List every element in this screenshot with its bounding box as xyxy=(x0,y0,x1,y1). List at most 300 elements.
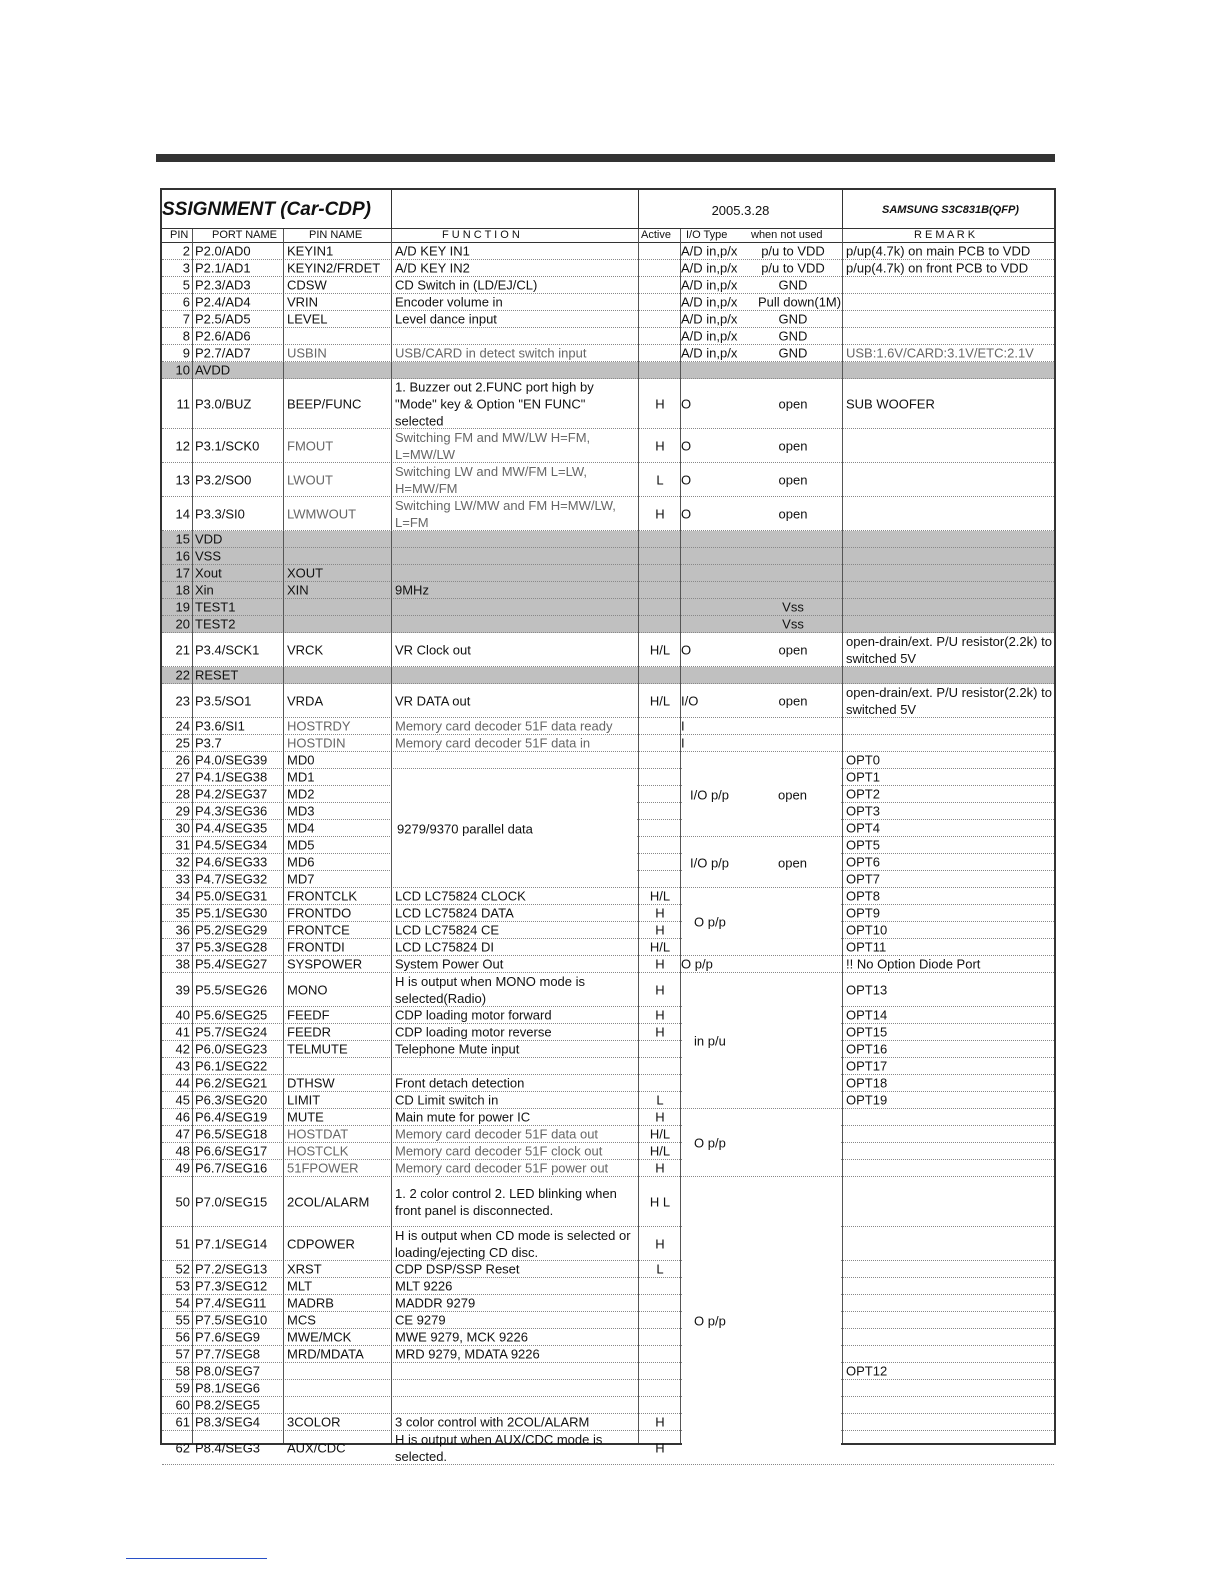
port-name: P6.7/SEG16 xyxy=(195,1160,268,1176)
pin-number: 61 xyxy=(175,1414,190,1430)
col-pin-name: PIN NAME xyxy=(309,229,363,241)
pin-name: FRONTCE xyxy=(287,922,350,938)
io-pp-cell-1 xyxy=(682,753,841,836)
io-type: O xyxy=(681,472,692,487)
port-name: P7.1/SEG14 xyxy=(195,1236,268,1251)
pin-name: FEEDR xyxy=(287,1024,332,1040)
table-row xyxy=(162,1058,1054,1075)
table-row xyxy=(162,1024,1054,1041)
pin-number: 22 xyxy=(175,667,190,683)
table-row xyxy=(162,1329,1054,1346)
table-row xyxy=(162,531,1054,548)
port-name: P8.3/SEG4 xyxy=(195,1414,261,1430)
pin-name: VRCK xyxy=(287,642,324,657)
table-row xyxy=(162,565,1054,582)
active-level: H xyxy=(655,1007,665,1023)
table-row xyxy=(162,1143,1054,1160)
active-level: H xyxy=(655,1160,665,1176)
pin-name: LIMIT xyxy=(287,1092,321,1108)
table-row xyxy=(162,1007,1054,1024)
table-row xyxy=(162,1346,1054,1363)
function: 3 color control with 2COL/ALARM xyxy=(395,1414,590,1430)
table-row xyxy=(162,888,1054,905)
open-label: open xyxy=(778,787,807,802)
port-name: P6.4/SEG19 xyxy=(195,1109,268,1125)
pin-name: XOUT xyxy=(287,565,324,581)
pin-number: 19 xyxy=(175,599,190,615)
active-level: L xyxy=(656,472,664,487)
pin-number: 60 xyxy=(175,1397,190,1413)
port-name: P4.4/SEG35 xyxy=(195,820,268,836)
function: CDP loading motor reverse xyxy=(395,1024,552,1040)
remark: OPT1 xyxy=(846,769,880,785)
port-name: Xin xyxy=(195,582,214,598)
port-name: P8.1/SEG6 xyxy=(195,1380,261,1396)
when-not-used: p/u to VDD xyxy=(761,243,825,259)
pin-number: 30 xyxy=(175,820,190,836)
function: Switching LW and MW/FM L=LW, H=MW/FM xyxy=(395,463,588,496)
pin-number: 37 xyxy=(175,939,190,955)
port-name: P4.0/SEG39 xyxy=(195,752,268,768)
table-row xyxy=(162,684,1054,718)
port-name: P7.5/SEG10 xyxy=(195,1312,268,1328)
port-name: AVDD xyxy=(195,362,231,378)
port-name: P7.3/SEG12 xyxy=(195,1278,268,1294)
port-name: P4.7/SEG32 xyxy=(195,871,268,887)
pin-number: 20 xyxy=(175,616,190,632)
table-row xyxy=(162,752,1054,769)
pin-name: MADRB xyxy=(287,1295,334,1311)
io-pp-cell-2 xyxy=(682,838,841,887)
pin-number: 14 xyxy=(175,506,190,521)
pin-name: XRST xyxy=(287,1261,322,1277)
pin-name: SYSPOWER xyxy=(287,956,363,972)
port-name: P6.0/SEG23 xyxy=(195,1041,268,1057)
port-name: P3.5/SO1 xyxy=(195,693,252,708)
col-divider xyxy=(638,229,639,1443)
table-row xyxy=(162,243,1054,260)
function: Switching FM and MW/LW H=FM, L=MW/LW xyxy=(395,429,591,462)
col-function: F U N C T I O N xyxy=(442,229,520,241)
pin-number: 45 xyxy=(175,1092,190,1108)
pin-name: MD5 xyxy=(287,837,315,853)
function: MADDR 9279 xyxy=(395,1295,476,1311)
pin-number: 2 xyxy=(182,243,190,259)
opp-label: O p/p xyxy=(694,1313,726,1329)
remark: OPT18 xyxy=(846,1075,888,1091)
table-row xyxy=(162,667,1054,684)
remark: OPT9 xyxy=(846,905,880,921)
table-row xyxy=(162,362,1054,379)
pin-name: 3COLOR xyxy=(287,1414,341,1430)
table-row xyxy=(162,1092,1054,1109)
pin-number: 47 xyxy=(175,1126,190,1142)
pin-number: 59 xyxy=(175,1380,190,1396)
pin-name: FRONTDI xyxy=(287,939,345,955)
pin-number: 33 xyxy=(175,871,190,887)
table-row xyxy=(162,429,1054,463)
pin-name: VRDA xyxy=(287,693,324,708)
pin-number: 10 xyxy=(175,362,190,378)
remark: OPT13 xyxy=(846,982,888,997)
in-pu-cell xyxy=(682,974,841,1108)
pin-number: 8 xyxy=(182,328,190,344)
remark: OPT19 xyxy=(846,1092,888,1108)
pin-name: DTHSW xyxy=(287,1075,335,1091)
lcd-opp-cell xyxy=(682,889,841,955)
table-row xyxy=(162,1363,1054,1380)
table-row xyxy=(162,463,1054,497)
io-type: O p/p xyxy=(681,956,713,972)
when-not-used: open xyxy=(778,472,808,487)
cd-opp-cell xyxy=(682,1178,841,1464)
port-name: P3.4/SCK1 xyxy=(195,642,260,657)
function: CD Limit switch in xyxy=(395,1092,499,1108)
open-label: open xyxy=(778,855,807,870)
col-port-name: PORT NAME xyxy=(212,229,277,241)
remark: OPT3 xyxy=(846,803,880,819)
function: Switching LW/MW and FM H=MW/LW, L=FM xyxy=(395,497,616,530)
port-name: P7.6/SEG9 xyxy=(195,1329,261,1345)
pin-name: LWMWOUT xyxy=(287,506,357,521)
io-type: A/D in,p/x xyxy=(681,345,738,361)
table-row xyxy=(162,1261,1054,1278)
pin-number: 26 xyxy=(175,752,190,768)
pin-name: MD1 xyxy=(287,769,315,785)
pin-number: 23 xyxy=(175,693,190,708)
port-name: P7.2/SEG13 xyxy=(195,1261,268,1277)
table-row xyxy=(162,1075,1054,1092)
pin-number: 58 xyxy=(175,1363,190,1379)
pin-name: KEYIN2/FRDET xyxy=(287,260,381,276)
col-divider xyxy=(842,229,843,1443)
table-row xyxy=(162,633,1054,667)
table-row xyxy=(162,497,1054,531)
pin-name: VRIN xyxy=(287,294,319,310)
io-type: O xyxy=(681,506,692,521)
column-headers xyxy=(162,229,1054,243)
pin-name: BEEP/FUNC xyxy=(287,396,362,411)
pin-number: 44 xyxy=(175,1075,190,1091)
remark: open-drain/ext. P/U resistor(2.2k) to switched 5V xyxy=(846,633,1052,666)
function: Telephone Mute input xyxy=(395,1041,520,1057)
remark: OPT2 xyxy=(846,786,880,802)
pin-number: 11 xyxy=(176,396,190,411)
active-level: H xyxy=(655,1024,665,1040)
pin-name: MD6 xyxy=(287,854,315,870)
remark: p/up(4.7k) on front PCB to VDD xyxy=(846,260,1029,276)
pin-number: 40 xyxy=(175,1007,190,1023)
active-level: H xyxy=(655,506,665,521)
table-row xyxy=(162,1041,1054,1058)
port-name: P4.1/SEG38 xyxy=(195,769,268,785)
active-level: H xyxy=(655,1414,665,1430)
port-name: P5.1/SEG30 xyxy=(195,905,268,921)
port-name: P2.7/AD7 xyxy=(195,345,251,361)
pin-name: FEEDF xyxy=(287,1007,330,1023)
port-name: P2.4/AD4 xyxy=(195,294,251,310)
pin-name: XIN xyxy=(287,582,309,598)
function: CE 9279 xyxy=(395,1312,446,1328)
io-type: I/O xyxy=(681,693,699,708)
pin-number: 36 xyxy=(175,922,190,938)
remark: OPT12 xyxy=(846,1363,888,1379)
port-name: P7.7/SEG8 xyxy=(195,1346,261,1362)
table-row xyxy=(162,956,1054,973)
table-row xyxy=(162,922,1054,939)
table-row xyxy=(162,1312,1054,1329)
table-row xyxy=(162,277,1054,294)
pin-name: MWE/MCK xyxy=(287,1329,352,1345)
table-row xyxy=(162,905,1054,922)
function: Memory card decoder 51F data ready xyxy=(395,718,613,734)
pin-name: MLT xyxy=(287,1278,313,1294)
function: CDP loading motor forward xyxy=(395,1007,552,1023)
pin-number: 62 xyxy=(175,1440,190,1455)
remark: OPT14 xyxy=(846,1007,888,1023)
port-name: P2.5/AD5 xyxy=(195,311,251,327)
port-name: Xout xyxy=(195,565,222,581)
remark: open-drain/ext. P/U resistor(2.2k) to switched 5V xyxy=(846,684,1052,717)
port-name: P5.5/SEG26 xyxy=(195,982,268,997)
port-name: TEST2 xyxy=(195,616,236,632)
function: Level dance input xyxy=(395,311,497,327)
pin-name: 51FPOWER xyxy=(287,1160,359,1176)
chip-name: SAMSUNG S3C831B(QFP) xyxy=(882,204,1019,216)
active-level: H xyxy=(655,1236,665,1251)
col-divider xyxy=(391,229,392,1443)
col-divider xyxy=(680,229,681,1443)
col-remark: R E M A R K xyxy=(914,229,976,241)
io-type: A/D in,p/x xyxy=(681,260,738,276)
port-name: TEST1 xyxy=(195,599,236,615)
function: A/D KEY IN1 xyxy=(395,243,470,259)
function: LCD LC75824 DATA xyxy=(395,905,514,921)
mute-opp-cell xyxy=(682,1110,841,1176)
active-level: H/L xyxy=(649,693,671,708)
port-name: RESET xyxy=(195,667,239,683)
port-name: P4.6/SEG33 xyxy=(195,854,268,870)
port-name: P5.6/SEG25 xyxy=(195,1007,268,1023)
active-level: L xyxy=(656,1092,664,1108)
pin-number: 34 xyxy=(175,888,190,904)
function: Encoder volume in xyxy=(395,294,503,310)
pin-number: 6 xyxy=(182,294,190,310)
pin-number: 55 xyxy=(175,1312,190,1328)
pin-number: 51 xyxy=(175,1236,190,1251)
table-row xyxy=(162,599,1054,616)
function: LCD LC75824 CLOCK xyxy=(395,888,526,904)
function: H is output when AUX/CDC mode is selected. xyxy=(395,1431,603,1464)
pin-number: 24 xyxy=(175,718,190,734)
function: Memory card decoder 51F data out xyxy=(395,1126,599,1142)
pin-number: 18 xyxy=(175,582,190,598)
function: LCD LC75824 DI xyxy=(395,939,494,955)
function: Main mute for power IC xyxy=(395,1109,531,1125)
io-pp-label: I/O p/p xyxy=(690,787,730,802)
active-level: H/L xyxy=(649,642,671,657)
function: VR DATA out xyxy=(395,693,471,708)
pin-name: AUX/CDC xyxy=(287,1440,346,1455)
function: Memory card decoder 51F clock out xyxy=(395,1143,603,1159)
remark: !! No Option Diode Port xyxy=(846,956,981,972)
pin-number: 42 xyxy=(175,1041,190,1057)
pin-name: KEYIN1 xyxy=(287,243,334,259)
port-name: P3.6/SI1 xyxy=(195,718,245,734)
port-name: P3.7 xyxy=(195,735,222,751)
remark: USB:1.6V/CARD:3.1V/ETC:2.1V xyxy=(846,345,1034,361)
table-row xyxy=(162,616,1054,633)
active-level: H xyxy=(655,922,665,938)
pin-number: 32 xyxy=(175,854,190,870)
pin-name: CDPOWER xyxy=(287,1236,355,1251)
pin-name: MCS xyxy=(287,1312,316,1328)
when-not-used: Pull down(1M) xyxy=(758,294,842,310)
parallel-data-label: 9279/9370 parallel data xyxy=(397,821,533,836)
table-row xyxy=(162,1431,1054,1465)
remark: OPT15 xyxy=(846,1024,888,1040)
remark: OPT8 xyxy=(846,888,880,904)
function: MRD 9279, MDATA 9226 xyxy=(395,1346,540,1362)
remark: OPT4 xyxy=(846,820,880,836)
table-row xyxy=(162,1380,1054,1397)
function: H is output when CD mode is selected or loading/ejecting CD disc. xyxy=(395,1227,631,1260)
port-name: VSS xyxy=(195,548,222,564)
table-row xyxy=(162,735,1054,752)
port-name: P3.2/SO0 xyxy=(195,472,252,487)
when-not-used: open xyxy=(778,693,808,708)
port-name: P4.5/SEG34 xyxy=(195,837,268,853)
port-name: VDD xyxy=(195,531,223,547)
table-row xyxy=(162,939,1054,956)
port-name: P5.7/SEG24 xyxy=(195,1024,268,1040)
port-name: P3.3/SI0 xyxy=(195,506,245,521)
pin-number: 12 xyxy=(175,438,190,453)
function: LCD LC75824 CE xyxy=(395,922,500,938)
port-name: P7.0/SEG15 xyxy=(195,1194,268,1209)
footnote-rule xyxy=(126,1558,267,1559)
when-not-used: Vss xyxy=(782,599,804,615)
port-name: P5.3/SEG28 xyxy=(195,939,268,955)
active-level: H/L xyxy=(649,1143,671,1159)
remark: OPT16 xyxy=(846,1041,888,1057)
function: USB/CARD in detect switch input xyxy=(395,345,587,361)
io-type: O xyxy=(681,642,692,657)
pin-name: MRD/MDATA xyxy=(287,1346,364,1362)
table-row xyxy=(162,379,1054,429)
col-divider xyxy=(283,229,284,1443)
port-name: P6.5/SEG18 xyxy=(195,1126,268,1142)
when-not-used: p/u to VDD xyxy=(761,260,825,276)
function: 1. 2 color control 2. LED blinking when front panel is disconnected. xyxy=(395,1185,617,1218)
port-name: P3.0/BUZ xyxy=(195,396,252,411)
remark: SUB WOOFER xyxy=(846,396,935,411)
pin-number: 50 xyxy=(175,1194,190,1209)
when-not-used: open xyxy=(778,642,808,657)
pin-number: 28 xyxy=(175,786,190,802)
remark: OPT6 xyxy=(846,854,880,870)
io-type: A/D in,p/x xyxy=(681,243,738,259)
parallel-data-cell xyxy=(393,770,637,887)
table-row xyxy=(162,328,1054,345)
active-level: H xyxy=(655,438,665,453)
col-active: Active xyxy=(641,229,671,241)
table-row xyxy=(162,1397,1054,1414)
pin-name: LEVEL xyxy=(287,311,328,327)
port-name: P2.6/AD6 xyxy=(195,328,251,344)
function: System Power Out xyxy=(395,956,504,972)
pin-name: HOSTDAT xyxy=(287,1126,349,1142)
pin-name: MD3 xyxy=(287,803,315,819)
pin-number: 31 xyxy=(175,837,190,853)
pin-number: 25 xyxy=(175,735,190,751)
function: H is output when MONO mode is selected(Radio) xyxy=(395,973,586,1006)
function: A/D KEY IN2 xyxy=(395,260,470,276)
pin-name: HOSTCLK xyxy=(287,1143,349,1159)
pin-name: FMOUT xyxy=(287,438,334,453)
pin-number: 46 xyxy=(175,1109,190,1125)
col-pin: PIN xyxy=(170,229,189,241)
io-type: A/D in,p/x xyxy=(681,294,738,310)
port-name: P2.3/AD3 xyxy=(195,277,251,293)
when-not-used: open xyxy=(778,506,808,521)
table-row xyxy=(162,1227,1054,1261)
port-name: P6.1/SEG22 xyxy=(195,1058,268,1074)
col-io-type: I/O Type xyxy=(686,229,728,241)
when-not-used: open xyxy=(778,438,808,453)
active-level: H xyxy=(655,1440,665,1455)
port-name: P8.0/SEG7 xyxy=(195,1363,261,1379)
pin-name: USBIN xyxy=(287,345,327,361)
remark: OPT11 xyxy=(846,939,887,955)
io-type: I xyxy=(681,718,685,734)
function: 9MHz xyxy=(395,582,429,598)
active-level: H L xyxy=(649,1194,671,1209)
active-level: H/L xyxy=(649,939,671,955)
pin-name: 2COL/ALARM xyxy=(287,1194,370,1209)
io-type: O xyxy=(681,438,692,453)
function: VR Clock out xyxy=(395,642,471,657)
table-row xyxy=(162,260,1054,277)
port-name: P5.0/SEG31 xyxy=(195,888,268,904)
port-name: P5.2/SEG29 xyxy=(195,922,268,938)
table-row xyxy=(162,582,1054,599)
table-row xyxy=(162,973,1054,1007)
pin-number: 35 xyxy=(175,905,190,921)
active-level: L xyxy=(656,1261,664,1277)
port-name: P2.0/AD0 xyxy=(195,243,251,259)
function: MWE 9279, MCK 9226 xyxy=(395,1329,528,1345)
active-level: H xyxy=(655,905,665,921)
when-not-used: GND xyxy=(778,277,808,293)
port-name: P6.6/SEG17 xyxy=(195,1143,268,1159)
active-level: H xyxy=(655,956,665,972)
port-name: P6.2/SEG21 xyxy=(195,1075,268,1091)
table-row xyxy=(162,311,1054,328)
table-row xyxy=(162,294,1054,311)
pin-number: 15 xyxy=(175,531,190,547)
table-row xyxy=(162,1109,1054,1126)
port-name: P6.3/SEG20 xyxy=(195,1092,268,1108)
remark: OPT5 xyxy=(846,837,880,853)
function: CD Switch in (LD/EJ/CL) xyxy=(395,277,538,293)
function: Memory card decoder 51F power out xyxy=(395,1160,609,1176)
pin-name: MD4 xyxy=(287,820,315,836)
pin-number: 54 xyxy=(175,1295,190,1311)
table-row xyxy=(162,1278,1054,1295)
remark: OPT17 xyxy=(846,1058,888,1074)
port-name: P5.4/SEG27 xyxy=(195,956,268,972)
